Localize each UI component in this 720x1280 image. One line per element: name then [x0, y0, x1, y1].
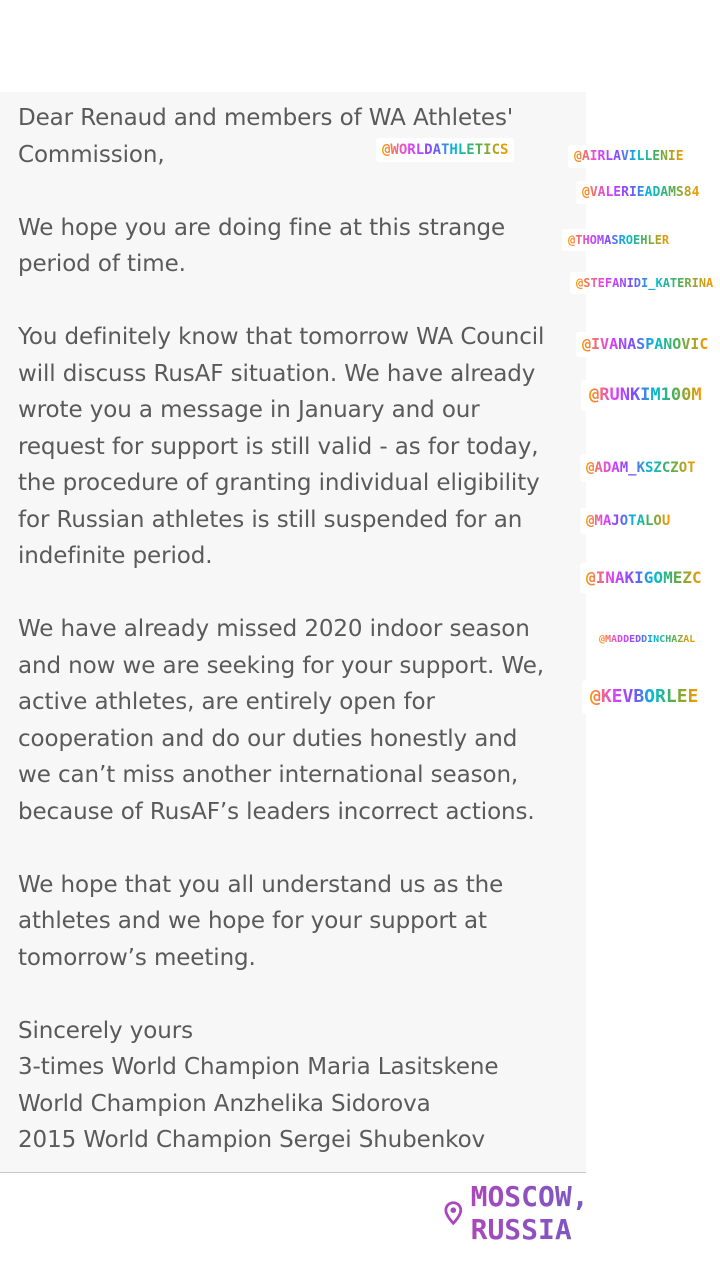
letter-line: athletes and we hope for your support at [18, 908, 487, 934]
letter-line: indefinite period. [18, 543, 213, 569]
location-label: MOSCOW, RUSSIA [471, 1180, 690, 1246]
letter-line: active athletes, are entirely open for [18, 689, 435, 715]
mention-thomasroehler[interactable]: @THOMASROEHLER [562, 229, 675, 251]
letter-gap [18, 173, 578, 210]
mention-majotalou[interactable]: @MAJOTALOU [580, 508, 676, 534]
letter-line: wrote you a message in January and our [18, 397, 480, 423]
mention-adam-kszczot[interactable]: @ADAM_KSZCZOT [580, 454, 702, 482]
letter-gap [18, 976, 578, 1013]
letter-line: Dear Renaud and members of WA Athletes' [18, 105, 514, 131]
letter-gap [18, 830, 578, 867]
mention-worldathletics[interactable]: @WORLDATHLETICS [376, 138, 514, 162]
letter-line: 3-times World Champion Maria Lasitskene [18, 1054, 499, 1080]
location-pin-icon [444, 1201, 463, 1225]
location-sticker[interactable] [434, 1180, 690, 1246]
letter-line: period of time. [18, 251, 186, 277]
mention-inakigomezc[interactable]: @INAKIGOMEZC [580, 563, 708, 593]
mention-airlavillenie[interactable]: @AIRLAVILLENIE [568, 145, 690, 168]
mention-runkim100m[interactable]: @RUNKIM100M [581, 380, 710, 411]
letter-line: World Champion Anzhelika Sidorova [18, 1090, 431, 1117]
letter-line: for Russian athletes is still suspended for an [18, 506, 523, 533]
letter-text [18, 100, 578, 1159]
letter-line: You definitely know that tomorrow WA Council [18, 324, 545, 350]
letter-line: tomorrow’s meeting. [18, 944, 256, 971]
mention-kevborlee[interactable]: @KEVBORLEE [582, 680, 706, 714]
letter-line: because of RusAF’s leaders incorrect actions. [18, 798, 535, 825]
mention-valerieadams84[interactable]: @VALERIEADAMS84 [576, 181, 705, 204]
letter-gap [18, 283, 578, 320]
letter-line: the procedure of granting individual eligibility [18, 470, 540, 496]
letter-line: request for support is still valid - as for today, [18, 433, 539, 460]
letter-line: cooperation and do our duties honestly and [18, 725, 518, 752]
letter-line: and now we are seeking for your support. We, [18, 652, 544, 679]
letter-line: 2015 World Champion Sergei Shubenkov [18, 1127, 486, 1153]
letter-line: Sincerely yours [18, 1017, 193, 1044]
letter-gap [18, 575, 578, 612]
mention-ivanaspanovic[interactable]: @IVANASPANOVIC [576, 332, 714, 357]
letter-line: we can’t miss another international season, [18, 762, 519, 788]
letter-line: We hope you are doing fine at this strange [18, 214, 506, 241]
letter-line: will discuss RusAF situation. We have already [18, 360, 536, 387]
mention-maddeddinchazal[interactable]: @MADDEDDINCHAZAL [596, 632, 698, 648]
letter-line: Commission, [18, 141, 165, 168]
letter-line: We hope that you all understand us as the [18, 871, 504, 898]
mention-stefanidi-katerina[interactable]: @STEFANIDI_KATERINA [570, 272, 715, 294]
letter-line: We have already missed 2020 indoor season [18, 616, 530, 642]
